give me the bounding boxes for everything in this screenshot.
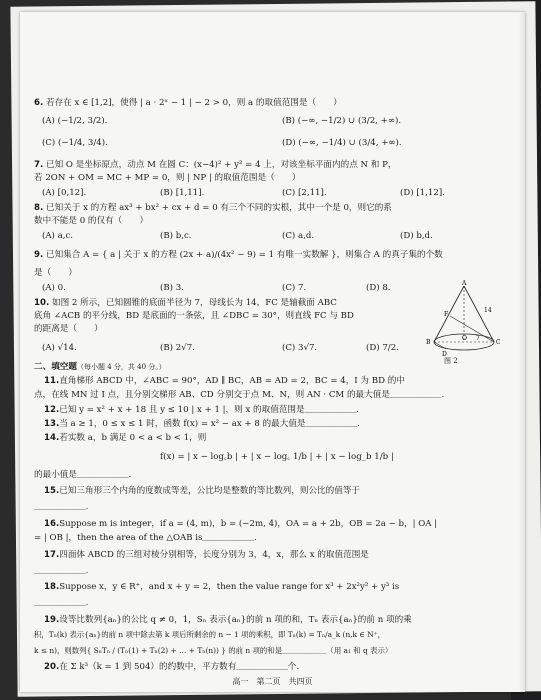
choice-9d: (D) 8. [366, 283, 391, 293]
page-footer: 高一 第二页 共四页 [232, 677, 313, 686]
choice-9b: (B) 3. [160, 283, 184, 293]
question-text: 设等比数列{aₙ}的公比 q ≠ 0，1，Sₙ 表示{aₙ}的前 n 项的和，Tₙ 表示{aₙ}的前 n 项的乘 [59, 615, 412, 625]
choice-9c: (C) 7. [282, 283, 307, 293]
choice-6b: (B) (−∞, −1/2) ∪ (3/2, +∞). [282, 116, 402, 126]
question-text: 四面体 ABCD 的三组对棱分别相等，长度分别为 3，4，x，那么 x 的取值范围是 [59, 550, 369, 560]
exam-paper-page [20, 12, 525, 692]
question-text: Suppose m is integer，if a = (4, m)，b = (−2m, 4)，OA = a + 2b，OB = 2a − b，| OA | [59, 519, 438, 529]
choice-8a: (A) a,c. [42, 231, 74, 241]
choice-7a: (A) [0,12]. [42, 188, 87, 198]
cone-figure [424, 280, 504, 360]
choice-6a: (A) (−1/2, 3/2). [42, 116, 108, 126]
question-number: 8. [34, 203, 44, 213]
question-text: 积，Tₙ(k) 表示{aₙ}的前 n 项中除去第 k 项后所剩余的 n − 1 项的乘积，即 Tₙ(k) = Tₙ/a_k (n,k ∈ N⁺， [34, 630, 385, 639]
question-9-stem [34, 250, 443, 261]
question-number: 9. [34, 250, 44, 260]
question-text: 的最小值是＿＿＿＿＿＿. [34, 470, 132, 480]
question-text: 当 a ≥ 1，0 ≤ x ≤ 1 时，函数 f(x) = x² − ax + 8 的最大值是＿＿＿＿＿＿. [59, 419, 360, 429]
question-text: Suppose x，y ∈ R⁺，and x + y = 2，then the value range for x³ + 2x²y² + y³ is [59, 582, 400, 592]
question-6-stem [34, 98, 342, 109]
fill-in-line [44, 582, 399, 593]
formula-text: f(x) = | x − log꜀b | + | x − log꜀ 1/b | + | x − log_b 1/b | [160, 452, 394, 462]
question-10-stem-cont: 底角 ∠ACB 的平分线，BD 是底面的一条弦，且 ∠DBC = 30°，则直线 FC 与 BD [34, 311, 354, 321]
fill-in-line [44, 405, 359, 416]
label-7: 7 [476, 335, 480, 342]
fill-in-line [44, 376, 405, 387]
question-text: 如图 2 所示，已知圆锥的底面半径为 7，母线长为 14，FC 是轴截面 ABC [51, 298, 337, 308]
label-c: C [496, 339, 501, 346]
question-text: 若存在 x ∈ [1,2]，使得 | a · 2ˣ − 1 | − 2 > 0，则 a 的取值范围是（ ） [45, 98, 342, 108]
fill-in-line [44, 433, 206, 444]
question-number: 13. [44, 419, 60, 429]
fill-in-line [34, 470, 131, 481]
question-number: 6. [34, 98, 44, 108]
question-number: 20. [44, 662, 60, 672]
question-number: 18. [44, 582, 60, 592]
fill-in-line [34, 598, 88, 609]
choice-8c: (C) a,d. [282, 231, 315, 241]
question-8-stem [34, 203, 392, 214]
question-10-stem [34, 298, 337, 309]
fill-in-formula [160, 452, 394, 463]
question-number: 10. [34, 298, 50, 308]
choice-8d: (D) b,d. [400, 231, 433, 241]
figure-caption: 图 2 [444, 357, 458, 365]
page-shade [519, 12, 525, 692]
question-text: 点，在线 MN 过 I 点，且分别交梯形 AB、CD 分别交于点 M、N，则 AN · CM 的最大值是＿＿＿＿＿＿. [34, 390, 445, 400]
question-number: 19. [44, 615, 60, 625]
question-number: 12. [44, 405, 60, 415]
question-text: 已知 y = x² + x + 18 且 y ≤ 10 | x + 1 |，则 x 的取值范围是＿＿＿＿＿＿. [59, 405, 359, 415]
question-10-stem-cont2: 的距离是（ ） [34, 324, 103, 334]
question-8-stem-cont: 数中不能是 0 的仅有（ ） [34, 216, 149, 226]
question-number: 15. [44, 486, 60, 496]
fill-in-line [44, 662, 299, 673]
fill-in-line [34, 645, 392, 656]
choice-10a: (A) √14. [42, 343, 77, 353]
label-14: 14 [484, 307, 492, 314]
fill-in-line [34, 629, 385, 640]
question-number: 7. [34, 160, 44, 170]
question-text: ＿＿＿＿＿＿. [34, 598, 89, 608]
label-f: F [444, 311, 449, 318]
label-d: D [442, 351, 447, 358]
choice-10b: (B) 2√7. [160, 343, 195, 353]
question-number: 14. [44, 433, 60, 443]
fill-in-line [44, 519, 437, 530]
choice-7d: (D) [1,12]. [400, 188, 445, 198]
label-b: B [426, 339, 431, 346]
question-text: 在 Σ k³（k = 1 到 504）的约数中，平方数有＿＿＿＿＿＿个. [59, 662, 300, 672]
choice-7c: (C) [2,11]. [282, 188, 327, 198]
question-number: 17. [44, 550, 60, 560]
cone-edge-ac [464, 286, 494, 342]
cone-edge-ab [434, 286, 464, 342]
choice-8b: (B) b,c. [160, 231, 192, 241]
question-text: 直角梯形 ABCD 中，∠ABC = 90°，AD ∥ BC，AB = AD = 2，BC = 4，I 为 BD 的中 [59, 376, 405, 386]
choice-10c: (C) 3√7. [282, 343, 318, 353]
question-text: ＿＿＿＿＿＿. [34, 502, 89, 512]
choice-6d: (D) (−∞, −1/4) ∪ (3/4, +∞). [282, 138, 402, 148]
question-7-stem [34, 160, 397, 171]
choice-9a: (A) 0. [42, 283, 66, 293]
chord-bd [434, 342, 446, 349]
question-text: k ≤ n)，则数列{ SₙTₙ / (Tₙ(1) + Tₙ(2) + … + Tₙ(n)) } 的前 n 项的和是＿＿＿＿＿＿（用 a₁ 和 q 表示） [34, 646, 393, 655]
fill-in-line [44, 550, 369, 561]
fill-in-line [44, 615, 412, 626]
fill-in-line [44, 419, 360, 430]
choice-10d: (D) 7/2. [366, 343, 399, 353]
question-text: = | OB |，then the area of the △OAB is＿＿＿＿＿＿. [34, 533, 257, 543]
question-text: ＿＿＿＿＿＿. [34, 566, 89, 576]
fill-in-line [34, 533, 257, 544]
choice-7b: (B) [1,11]. [160, 188, 205, 198]
choice-6c: (C) (−1/4, 3/4). [42, 138, 108, 148]
question-9-stem-cont: 是（ ） [34, 268, 77, 278]
question-text: 已知关于 x 的方程 ax³ + bx² + cx + d = 0 有三个不同的实根，其中一个是 0，则它的系 [45, 203, 392, 213]
question-text: 若实数 a，b 满足 0 < a < b < 1，则 [59, 433, 207, 443]
question-7-stem-cont: 若 2ON + OM = MC + MP = 0，则 | NP | 的取值范围是（ ） [34, 173, 301, 183]
section-title: 二、填空题 [34, 362, 77, 372]
question-text: 已知三角形三个内角的度数成等差，公比均是整数的等比数列，则公比的值等于 [59, 486, 361, 496]
fill-in-line [34, 502, 88, 513]
question-number: 16. [44, 519, 60, 529]
question-number: 11. [44, 376, 60, 386]
label-a: A [462, 280, 467, 287]
question-text: 已知 O 是坐标原点，动点 M 在圆 C：(x−4)² + y² = 4 上，对该坐标平面内的点 N 和 P， [45, 160, 397, 170]
fill-in-line [44, 486, 360, 497]
fill-in-line [34, 566, 88, 577]
section-note: （每小题 4 分，共 40 分。） [76, 363, 166, 371]
label-o: O [462, 335, 467, 342]
question-text: 已知集合 A = { a | 关于 x 的方程 (2x + a)/(4x² − 9) = 1 有唯一实数解 }，则集合 A 的真子集的个数 [45, 250, 443, 260]
fill-in-line [34, 390, 444, 401]
section-heading [34, 362, 166, 373]
